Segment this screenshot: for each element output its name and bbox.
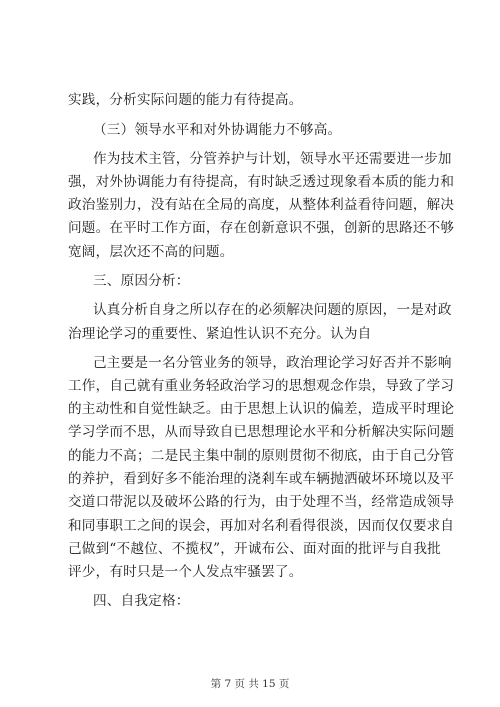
text-line-6: 问题。在平时工作方面，存在创新意识不强，创新的思路还不够 <box>68 220 455 236</box>
text-line-1: 实践，分析实际问题的能力有待提高。 <box>68 92 303 108</box>
text-line-9: 认真分析自身之所以存在的必须解决问题的原因，一是对政 <box>93 302 452 318</box>
text-line-12: 工作，自己就有重业务轻政治学习的思想观念作祟，导致了学习 <box>68 378 455 394</box>
section-heading-3: （三）领导水平和对外协调能力不够高。 <box>93 122 342 138</box>
text-line-19: 己做到“不越位、不揽权”，开诚布公、面对面的批评与自我批 <box>68 541 441 557</box>
text-line-13: 的主动性和自觉性缺乏。由于思想上认识的偏差，造成平时理论 <box>68 401 455 417</box>
text-line-15: 的能力不高；二是民主集中制的原则贯彻不彻底，由于自己分管 <box>68 448 455 464</box>
text-line-5: 政治鉴别力，没有站在全局的高度，从整体利益看待问题，解决 <box>68 197 455 213</box>
text-line-11: 己主要是一名分管业务的领导，政治理论学习好否并不影响 <box>93 355 452 371</box>
page-number-footer: 第 7 页 共 15 页 <box>210 678 290 690</box>
text-line-4: 强，对外协调能力有待提高，有时缺乏透过现象看本质的能力和 <box>68 174 455 190</box>
text-line-7: 宽阔，层次还不高的问题。 <box>68 244 234 260</box>
text-line-3: 作为技术主管，分管养护与计划，领导水平还需要进一步加 <box>93 151 452 167</box>
heading-self-assessment: 四、自我定格： <box>93 593 190 609</box>
text-line-18: 和同事职工之间的误会，再加对名利看得很淡，因而仅仅要求自 <box>68 518 455 534</box>
text-line-10: 治理论学习的重要性、紧迫性认识不充分。认为自 <box>68 326 372 342</box>
text-line-17: 交道口带泥以及破坏公路的行为，由于处理不当，经常造成领导 <box>68 494 455 510</box>
text-line-20: 评少，有时只是一个人发点牢骚罢了。 <box>68 564 303 580</box>
text-line-14: 学习学而不思，从而导致自已思想理论水平和分析解决实际问题 <box>68 424 455 440</box>
heading-cause-analysis: 三、原因分析： <box>93 273 190 289</box>
text-line-16: 的养护，看到好多不能治理的浇剎车或车辆抛洒破坏环境以及平 <box>68 471 455 487</box>
